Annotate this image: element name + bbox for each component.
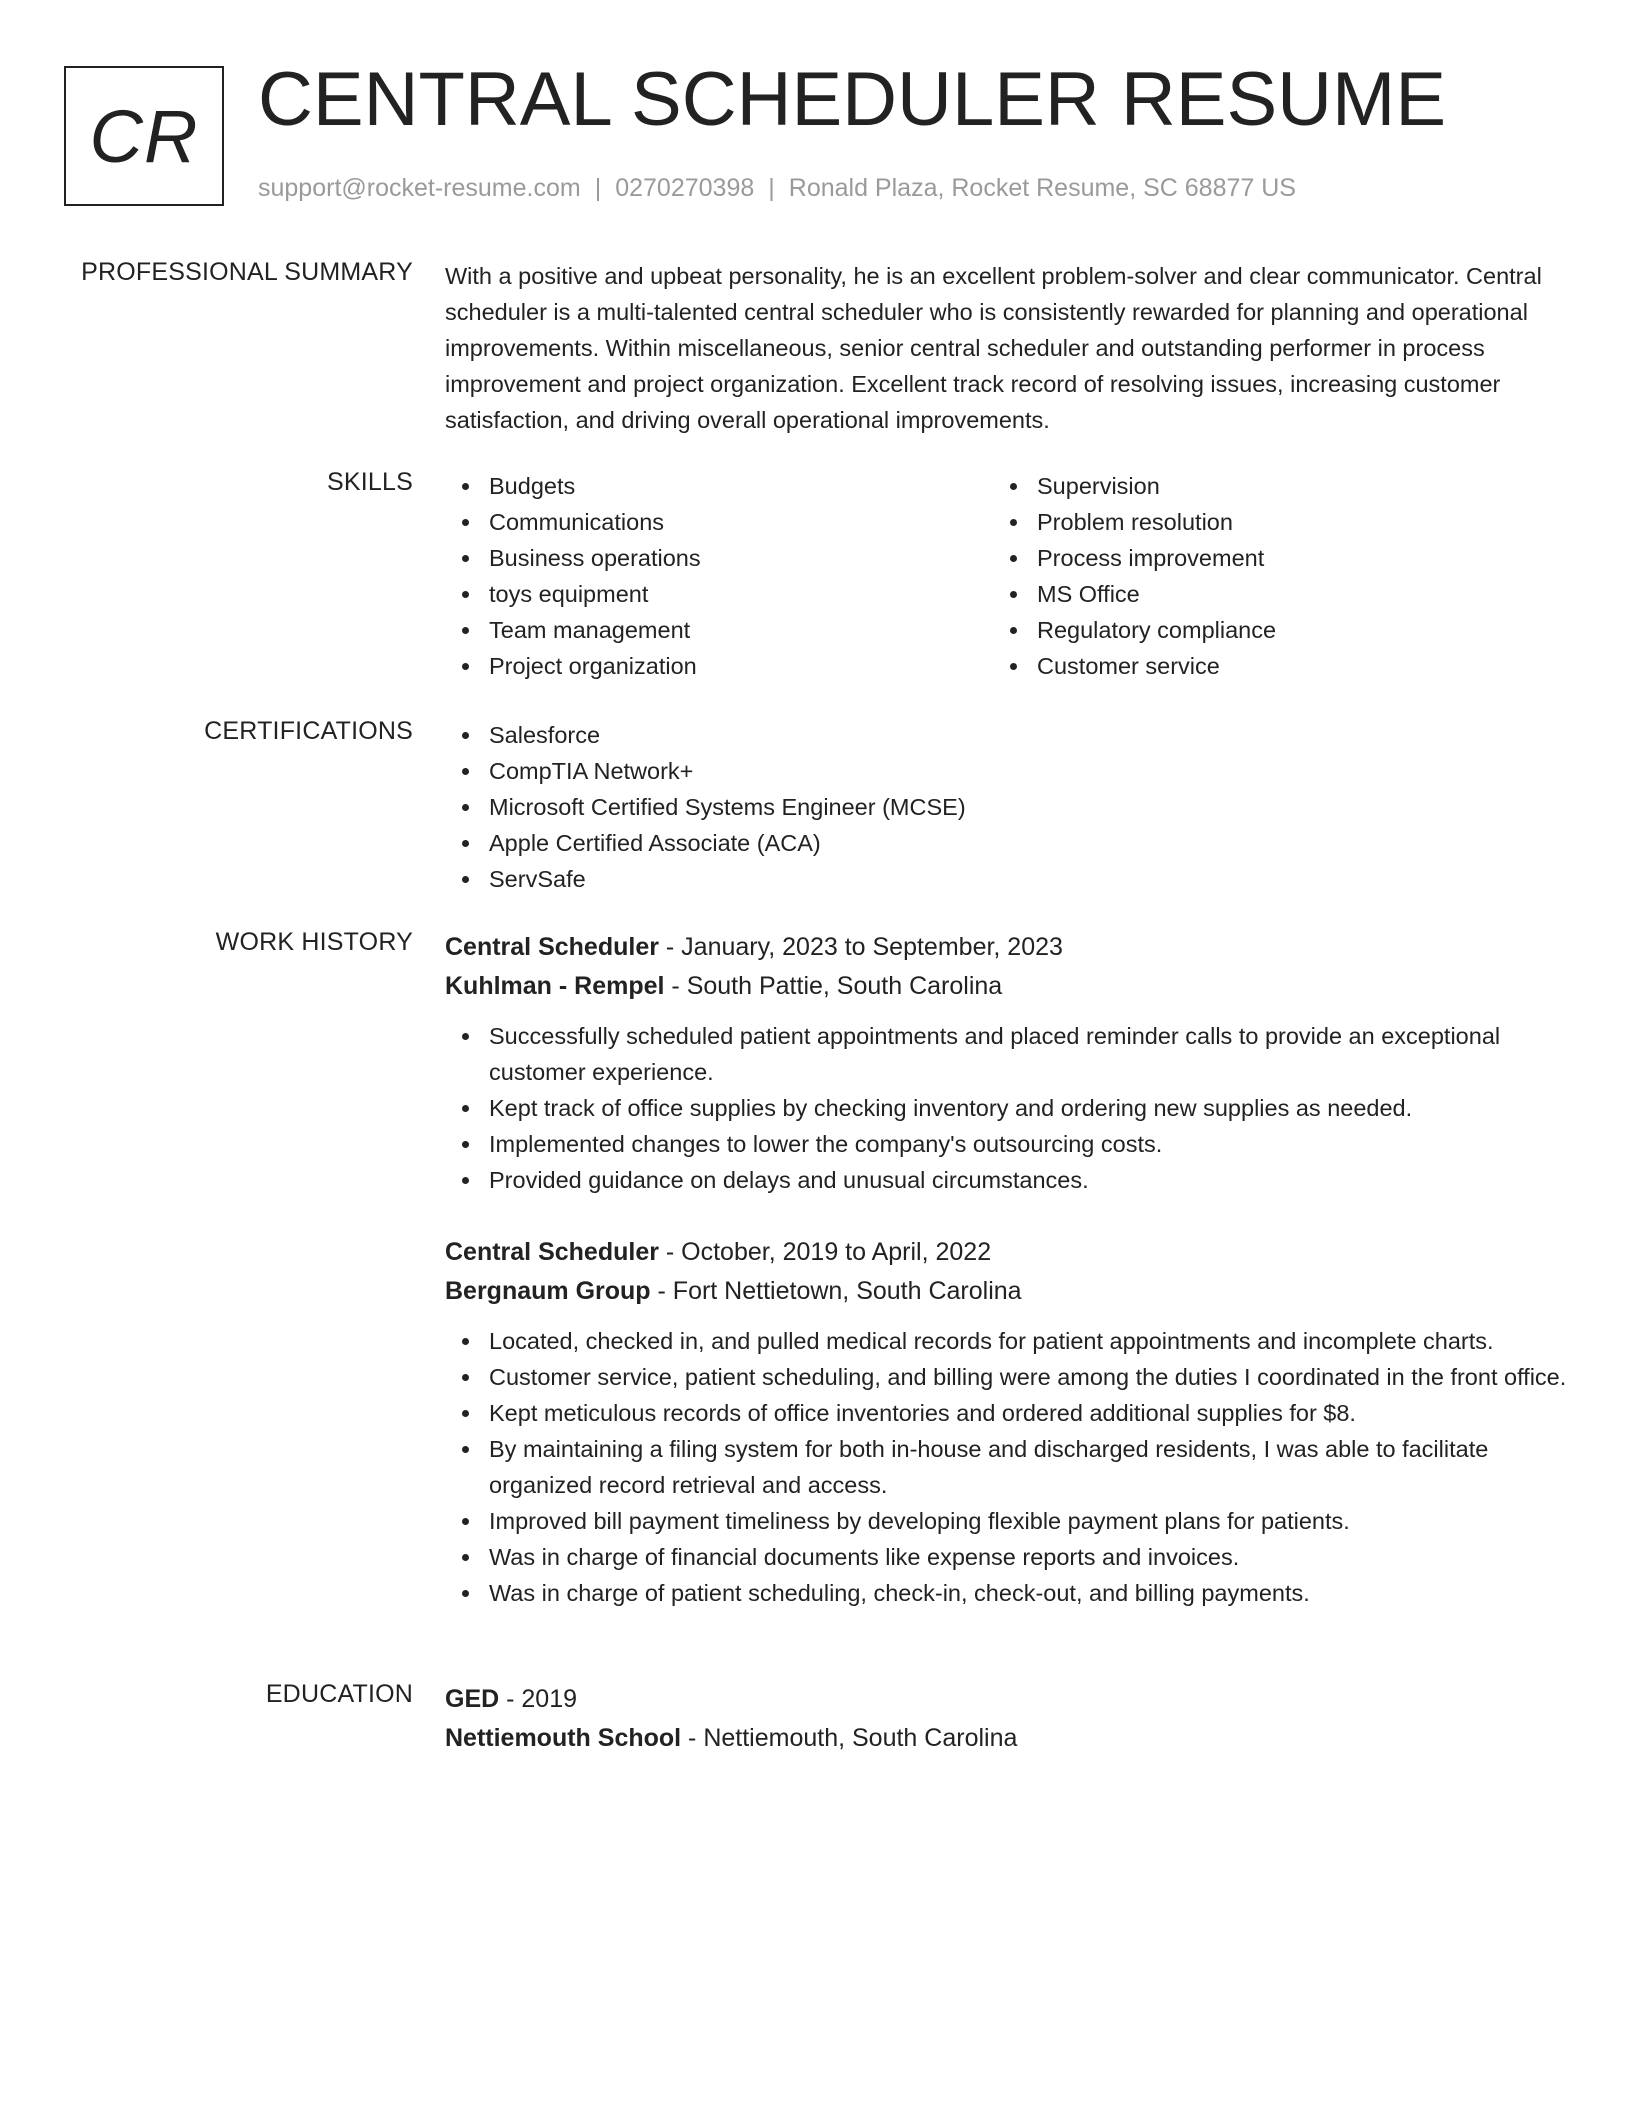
certifications-content [445,717,1570,897]
skill-item: MS Office [993,576,1541,612]
skill-item: Customer service [993,648,1541,684]
job-bullet: Kept meticulous records of office inventories and ordered additional supplies for $8. [445,1395,1570,1431]
job-title: Central Scheduler [445,1238,659,1266]
certification-item: CompTIA Network+ [445,753,1570,789]
skills-list-left [445,468,993,684]
job-company: Bergnaum Group [445,1277,651,1305]
monogram-logo: CR [64,66,224,206]
job-bullets [445,1323,1570,1611]
education-school: Nettiemouth School [445,1724,682,1752]
skill-item: Regulatory compliance [993,612,1541,648]
certification-item: Salesforce [445,717,1570,753]
job-bullet: Improved bill payment timeliness by developing flexible payment plans for patients. [445,1503,1570,1539]
job-entry-2 [445,1233,1570,1611]
certification-item: Apple Certified Associate (ACA) [445,825,1570,861]
job-company: Kuhlman - Rempel [445,972,665,1000]
job-bullet: Was in charge of patient scheduling, check-in, check-out, and billing payments. [445,1575,1570,1611]
job-bullet: Provided guidance on delays and unusual circumstances. [445,1162,1570,1198]
job-bullet: Successfully scheduled patient appointments and placed reminder calls to provide an exceptional customer experience. [445,1018,1570,1090]
contact-separator: | [768,174,775,202]
job-location: - South Pattie, South Carolina [664,972,1003,1000]
education-degree-line [445,1680,1570,1719]
certifications-label: CERTIFICATIONS [204,717,413,745]
contact-separator: | [594,174,602,202]
education-school-line [445,1719,1570,1758]
education-location: - Nettiemouth, South Carolina [681,1724,1018,1752]
skill-item: Budgets [445,468,993,504]
contact-email[interactable]: support@rocket-resume.com [258,174,581,202]
skills-columns [445,468,1570,684]
job-company-line [445,1272,1570,1311]
job-bullet: Kept track of office supplies by checking inventory and ordering new supplies as needed. [445,1090,1570,1126]
contact-phone[interactable]: 0270270398 [615,174,755,202]
skill-item: Project organization [445,648,993,684]
skill-item: toys equipment [445,576,993,612]
skill-item: Process improvement [993,540,1541,576]
job-bullet: Was in charge of financial documents like expense reports and invoices. [445,1539,1570,1575]
skill-item: Business operations [445,540,993,576]
job-company-line [445,967,1570,1006]
resume-title: CENTRAL SCHEDULER RESUME [258,57,1447,142]
job-title-line [445,1233,1570,1272]
skill-item: Team management [445,612,993,648]
job-location: - Fort Nettietown, South Carolina [650,1277,1022,1305]
job-title-line [445,928,1570,967]
job-bullet: Customer service, patient scheduling, and billing were among the duties I coordinated in the front office. [445,1359,1570,1395]
skill-item: Communications [445,504,993,540]
work-history-label: WORK HISTORY [215,928,413,956]
summary-label: PROFESSIONAL SUMMARY [81,258,413,286]
certification-item: ServSafe [445,861,1570,897]
skills-list-right [993,468,1541,684]
contact-line [258,174,1296,203]
job-bullet: Located, checked in, and pulled medical records for patient appointments and incomplete charts. [445,1323,1570,1359]
education-content [445,1680,1570,1758]
summary-text: With a positive and upbeat personality, he is an excellent problem-solver and clear communicator. Central scheduler is a multi-talented central scheduler who is consistently rewarded for planning and operational improvements. Within miscellaneous, senior central scheduler and outstanding performer in process improvement and project organization. Excellent track record of resolving issues, increasing customer satisfaction, and driving overall operational improvements. [445,263,1542,433]
education-degree: GED [445,1685,500,1713]
certifications-list [445,717,1570,897]
contact-address: Ronald Plaza, Rocket Resume, SC 68877 US [788,174,1296,202]
job-entry-1 [445,928,1570,1198]
job-bullets [445,1018,1570,1198]
job-dates: - October, 2019 to April, 2022 [658,1238,992,1266]
certification-item: Microsoft Certified Systems Engineer (MCSE) [445,789,1570,825]
education-label: EDUCATION [265,1680,413,1708]
education-year: - 2019 [499,1685,578,1713]
skill-item: Problem resolution [993,504,1541,540]
skills-label: SKILLS [327,468,413,496]
job-title: Central Scheduler [445,933,659,961]
job-bullet: By maintaining a filing system for both in-house and discharged residents, I was able to facilitate organized record retrieval and access. [445,1431,1570,1503]
skill-item: Supervision [993,468,1541,504]
job-dates: - January, 2023 to September, 2023 [658,933,1063,961]
job-bullet: Implemented changes to lower the company's outsourcing costs. [445,1126,1570,1162]
